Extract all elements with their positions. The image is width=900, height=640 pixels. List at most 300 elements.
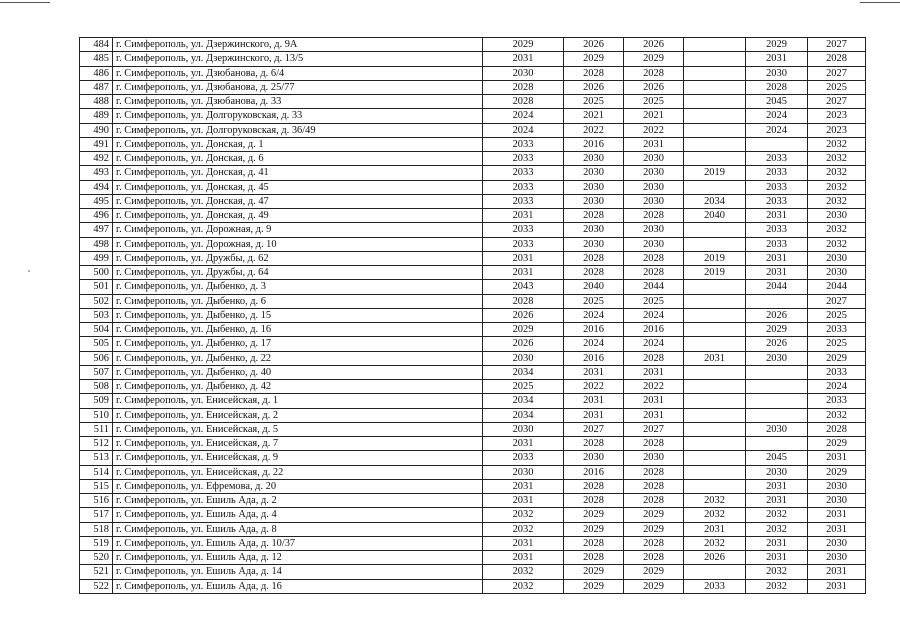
year-cell-3: 2027 — [624, 422, 684, 436]
year-cell-4 — [684, 380, 746, 394]
year-cell-6: 2032 — [808, 408, 866, 422]
address-cell: г. Симферополь, ул. Дзержинского, д. 13/5 — [113, 52, 483, 66]
year-cell-1: 2031 — [483, 52, 564, 66]
address-cell: г. Симферополь, ул. Дыбенко, д. 3 — [113, 280, 483, 294]
table-row — [80, 237, 866, 251]
table-row — [80, 494, 866, 508]
table-row — [80, 137, 866, 151]
year-cell-6: 2031 — [808, 508, 866, 522]
address-cell: г. Симферополь, ул. Дыбенко, д. 40 — [113, 365, 483, 379]
year-cell-5: 2033 — [746, 194, 808, 208]
row-number: 521 — [80, 565, 113, 579]
year-cell-3: 2028 — [624, 209, 684, 223]
year-cell-3: 2031 — [624, 408, 684, 422]
year-cell-2: 2028 — [564, 479, 624, 493]
year-cell-1: 2031 — [483, 536, 564, 550]
address-cell: г. Симферополь, ул. Дыбенко, д. 17 — [113, 337, 483, 351]
year-cell-5: 2032 — [746, 508, 808, 522]
row-number: 499 — [80, 251, 113, 265]
table-row — [80, 323, 866, 337]
year-cell-2: 2028 — [564, 437, 624, 451]
address-cell: г. Симферополь, ул. Дружбы, д. 64 — [113, 266, 483, 280]
address-cell: г. Симферополь, ул. Енисейская, д. 2 — [113, 408, 483, 422]
address-cell: г. Симферополь, ул. Донская, д. 6 — [113, 152, 483, 166]
table-row — [80, 38, 866, 52]
year-cell-2: 2040 — [564, 280, 624, 294]
registry-body — [80, 38, 866, 594]
row-number: 487 — [80, 80, 113, 94]
row-number: 505 — [80, 337, 113, 351]
year-cell-4 — [684, 137, 746, 151]
year-cell-1: 2024 — [483, 123, 564, 137]
year-cell-1: 2026 — [483, 337, 564, 351]
year-cell-4 — [684, 394, 746, 408]
row-number: 497 — [80, 223, 113, 237]
year-cell-4 — [684, 66, 746, 80]
year-cell-2: 2031 — [564, 408, 624, 422]
year-cell-1: 2030 — [483, 351, 564, 365]
year-cell-1: 2031 — [483, 437, 564, 451]
table-row — [80, 209, 866, 223]
year-cell-5: 2031 — [746, 551, 808, 565]
year-cell-6: 2027 — [808, 294, 866, 308]
year-cell-1: 2029 — [483, 38, 564, 52]
table-row — [80, 294, 866, 308]
year-cell-3: 2031 — [624, 394, 684, 408]
year-cell-3: 2028 — [624, 551, 684, 565]
year-cell-5: 2032 — [746, 565, 808, 579]
year-cell-3: 2028 — [624, 351, 684, 365]
year-cell-4 — [684, 437, 746, 451]
year-cell-6: 2024 — [808, 380, 866, 394]
row-number: 488 — [80, 95, 113, 109]
year-cell-5: 2032 — [746, 579, 808, 593]
year-cell-6: 2027 — [808, 95, 866, 109]
year-cell-3: 2026 — [624, 80, 684, 94]
year-cell-2: 2028 — [564, 551, 624, 565]
address-cell: г. Симферополь, ул. Дзюбанова, д. 6/4 — [113, 66, 483, 80]
year-cell-2: 2028 — [564, 266, 624, 280]
year-cell-2: 2027 — [564, 422, 624, 436]
year-cell-4 — [684, 465, 746, 479]
year-cell-4: 2026 — [684, 551, 746, 565]
year-cell-6: 2033 — [808, 323, 866, 337]
row-number: 493 — [80, 166, 113, 180]
year-cell-5: 2033 — [746, 223, 808, 237]
row-number: 485 — [80, 52, 113, 66]
year-cell-4 — [684, 323, 746, 337]
address-cell: г. Симферополь, ул. Долгоруковская, д. 33 — [113, 109, 483, 123]
row-number: 506 — [80, 351, 113, 365]
address-cell: г. Симферополь, ул. Ешиль Ада, д. 12 — [113, 551, 483, 565]
year-cell-1: 2031 — [483, 266, 564, 280]
year-cell-5: 2029 — [746, 38, 808, 52]
year-cell-2: 2030 — [564, 180, 624, 194]
year-cell-3: 2025 — [624, 95, 684, 109]
year-cell-6: 2029 — [808, 351, 866, 365]
address-cell: г. Симферополь, ул. Ешиль Ада, д. 4 — [113, 508, 483, 522]
year-cell-4 — [684, 308, 746, 322]
year-cell-3: 2030 — [624, 152, 684, 166]
year-cell-1: 2034 — [483, 365, 564, 379]
row-number: 518 — [80, 522, 113, 536]
row-number: 520 — [80, 551, 113, 565]
address-cell: г. Симферополь, ул. Ешиль Ада, д. 10/37 — [113, 536, 483, 550]
table-row — [80, 536, 866, 550]
table-row — [80, 308, 866, 322]
year-cell-5: 2031 — [746, 536, 808, 550]
year-cell-3: 2028 — [624, 479, 684, 493]
year-cell-4 — [684, 479, 746, 493]
year-cell-3: 2031 — [624, 137, 684, 151]
year-cell-3: 2024 — [624, 308, 684, 322]
year-cell-2: 2025 — [564, 294, 624, 308]
year-cell-6: 2030 — [808, 251, 866, 265]
year-cell-4 — [684, 337, 746, 351]
year-cell-3: 2030 — [624, 237, 684, 251]
year-cell-4 — [684, 294, 746, 308]
year-cell-2: 2029 — [564, 522, 624, 536]
year-cell-6: 2032 — [808, 237, 866, 251]
year-cell-4: 2019 — [684, 251, 746, 265]
row-number: 511 — [80, 422, 113, 436]
row-number: 507 — [80, 365, 113, 379]
year-cell-6: 2031 — [808, 579, 866, 593]
row-number: 486 — [80, 66, 113, 80]
year-cell-1: 2033 — [483, 137, 564, 151]
row-number: 522 — [80, 579, 113, 593]
table-row — [80, 437, 866, 451]
year-cell-2: 2028 — [564, 536, 624, 550]
year-cell-3: 2044 — [624, 280, 684, 294]
year-cell-2: 2029 — [564, 508, 624, 522]
address-cell: г. Симферополь, ул. Енисейская, д. 9 — [113, 451, 483, 465]
year-cell-4 — [684, 237, 746, 251]
year-cell-6: 2030 — [808, 266, 866, 280]
year-cell-4 — [684, 565, 746, 579]
year-cell-5: 2031 — [746, 251, 808, 265]
year-cell-4: 2040 — [684, 209, 746, 223]
year-cell-1: 2032 — [483, 522, 564, 536]
year-cell-3: 2030 — [624, 194, 684, 208]
year-cell-4: 2019 — [684, 166, 746, 180]
row-number: 490 — [80, 123, 113, 137]
year-cell-2: 2029 — [564, 579, 624, 593]
year-cell-4 — [684, 109, 746, 123]
year-cell-1: 2032 — [483, 579, 564, 593]
year-cell-1: 2031 — [483, 251, 564, 265]
year-cell-3: 2028 — [624, 437, 684, 451]
year-cell-1: 2033 — [483, 223, 564, 237]
table-row — [80, 80, 866, 94]
address-cell: г. Симферополь, ул. Ешиль Ада, д. 2 — [113, 494, 483, 508]
address-cell: г. Симферополь, ул. Донская, д. 41 — [113, 166, 483, 180]
year-cell-5: 2026 — [746, 308, 808, 322]
table-row — [80, 266, 866, 280]
year-cell-4 — [684, 80, 746, 94]
year-cell-3: 2025 — [624, 294, 684, 308]
year-cell-5 — [746, 365, 808, 379]
year-cell-3: 2021 — [624, 109, 684, 123]
year-cell-6: 2030 — [808, 494, 866, 508]
scan-edge-line-left — [0, 2, 50, 3]
table-row — [80, 394, 866, 408]
address-cell: г. Симферополь, ул. Донская, д. 47 — [113, 194, 483, 208]
row-number: 508 — [80, 380, 113, 394]
year-cell-5: 2031 — [746, 209, 808, 223]
row-number: 502 — [80, 294, 113, 308]
year-cell-3: 2030 — [624, 223, 684, 237]
year-cell-6: 2030 — [808, 479, 866, 493]
year-cell-4 — [684, 408, 746, 422]
year-cell-6: 2029 — [808, 437, 866, 451]
year-cell-5 — [746, 394, 808, 408]
table-row — [80, 408, 866, 422]
year-cell-6: 2031 — [808, 522, 866, 536]
year-cell-4 — [684, 152, 746, 166]
table-row — [80, 365, 866, 379]
table-row — [80, 479, 866, 493]
table-row — [80, 152, 866, 166]
year-cell-5: 2024 — [746, 123, 808, 137]
row-number: 489 — [80, 109, 113, 123]
year-cell-2: 2029 — [564, 565, 624, 579]
address-cell: г. Симферополь, ул. Ешиль Ада, д. 14 — [113, 565, 483, 579]
year-cell-4 — [684, 52, 746, 66]
year-cell-6: 2027 — [808, 38, 866, 52]
year-cell-3: 2029 — [624, 522, 684, 536]
row-number: 510 — [80, 408, 113, 422]
year-cell-3: 2029 — [624, 565, 684, 579]
year-cell-3: 2029 — [624, 508, 684, 522]
year-cell-4 — [684, 223, 746, 237]
year-cell-4 — [684, 95, 746, 109]
year-cell-4: 2031 — [684, 522, 746, 536]
address-cell: г. Симферополь, ул. Ешиль Ада, д. 16 — [113, 579, 483, 593]
address-cell: г. Симферополь, ул. Донская, д. 45 — [113, 180, 483, 194]
year-cell-4: 2032 — [684, 536, 746, 550]
year-cell-3: 2030 — [624, 180, 684, 194]
year-cell-1: 2034 — [483, 394, 564, 408]
year-cell-4: 2032 — [684, 508, 746, 522]
year-cell-2: 2030 — [564, 451, 624, 465]
address-cell: г. Симферополь, ул. Ешиль Ада, д. 8 — [113, 522, 483, 536]
table-row — [80, 451, 866, 465]
year-cell-2: 2022 — [564, 123, 624, 137]
year-cell-4: 2031 — [684, 351, 746, 365]
year-cell-4: 2034 — [684, 194, 746, 208]
year-cell-5: 2033 — [746, 237, 808, 251]
year-cell-2: 2016 — [564, 137, 624, 151]
year-cell-2: 2021 — [564, 109, 624, 123]
year-cell-5 — [746, 294, 808, 308]
year-cell-2: 2030 — [564, 223, 624, 237]
year-cell-2: 2022 — [564, 380, 624, 394]
year-cell-5: 2045 — [746, 95, 808, 109]
year-cell-2: 2031 — [564, 365, 624, 379]
table-row — [80, 180, 866, 194]
year-cell-6: 2025 — [808, 337, 866, 351]
address-cell: г. Симферополь, ул. Дзюбанова, д. 33 — [113, 95, 483, 109]
year-cell-5 — [746, 437, 808, 451]
year-cell-2: 2030 — [564, 152, 624, 166]
table-row — [80, 508, 866, 522]
year-cell-6: 2028 — [808, 52, 866, 66]
year-cell-1: 2030 — [483, 465, 564, 479]
year-cell-4 — [684, 38, 746, 52]
address-cell: г. Симферополь, ул. Долгоруковская, д. 36/49 — [113, 123, 483, 137]
year-cell-1: 2033 — [483, 166, 564, 180]
year-cell-6: 2023 — [808, 109, 866, 123]
table-row — [80, 422, 866, 436]
year-cell-5: 2033 — [746, 180, 808, 194]
year-cell-2: 2031 — [564, 394, 624, 408]
year-cell-1: 2033 — [483, 194, 564, 208]
year-cell-6: 2032 — [808, 137, 866, 151]
row-number: 494 — [80, 180, 113, 194]
year-cell-4 — [684, 451, 746, 465]
year-cell-1: 2028 — [483, 80, 564, 94]
year-cell-6: 2033 — [808, 365, 866, 379]
year-cell-6: 2044 — [808, 280, 866, 294]
year-cell-1: 2043 — [483, 280, 564, 294]
year-cell-4: 2032 — [684, 494, 746, 508]
year-cell-6: 2032 — [808, 180, 866, 194]
year-cell-3: 2029 — [624, 579, 684, 593]
year-cell-6: 2032 — [808, 194, 866, 208]
table-row — [80, 166, 866, 180]
year-cell-1: 2026 — [483, 308, 564, 322]
row-number: 492 — [80, 152, 113, 166]
address-cell: г. Симферополь, ул. Дзержинского, д. 9А — [113, 38, 483, 52]
year-cell-6: 2023 — [808, 123, 866, 137]
year-cell-3: 2016 — [624, 323, 684, 337]
year-cell-5: 2045 — [746, 451, 808, 465]
year-cell-5: 2031 — [746, 266, 808, 280]
address-cell: г. Симферополь, ул. Ефремова, д. 20 — [113, 479, 483, 493]
year-cell-3: 2022 — [624, 123, 684, 137]
year-cell-1: 2033 — [483, 180, 564, 194]
year-cell-1: 2029 — [483, 323, 564, 337]
year-cell-1: 2033 — [483, 237, 564, 251]
row-number: 491 — [80, 137, 113, 151]
address-cell: г. Симферополь, ул. Дыбенко, д. 42 — [113, 380, 483, 394]
year-cell-3: 2028 — [624, 536, 684, 550]
year-cell-3: 2030 — [624, 166, 684, 180]
address-cell: г. Симферополь, ул. Енисейская, д. 7 — [113, 437, 483, 451]
row-number: 500 — [80, 266, 113, 280]
year-cell-1: 2031 — [483, 551, 564, 565]
address-cell: г. Симферополь, ул. Дыбенко, д. 22 — [113, 351, 483, 365]
address-cell: г. Симферополь, ул. Енисейская, д. 5 — [113, 422, 483, 436]
table-row — [80, 380, 866, 394]
table-row — [80, 251, 866, 265]
year-cell-4 — [684, 280, 746, 294]
year-cell-6: 2032 — [808, 166, 866, 180]
year-cell-5 — [746, 137, 808, 151]
address-cell: г. Симферополь, ул. Дыбенко, д. 6 — [113, 294, 483, 308]
year-cell-6: 2033 — [808, 394, 866, 408]
year-cell-2: 2026 — [564, 80, 624, 94]
address-cell: г. Симферополь, ул. Дыбенко, д. 15 — [113, 308, 483, 322]
year-cell-6: 2025 — [808, 308, 866, 322]
address-cell: г. Симферополь, ул. Дзюбанова, д. 25/77 — [113, 80, 483, 94]
row-number: 515 — [80, 479, 113, 493]
year-cell-5: 2031 — [746, 52, 808, 66]
year-cell-2: 2025 — [564, 95, 624, 109]
year-cell-5: 2028 — [746, 80, 808, 94]
address-cell: г. Симферополь, ул. Дорожная, д. 9 — [113, 223, 483, 237]
year-cell-5: 2030 — [746, 422, 808, 436]
year-cell-1: 2030 — [483, 422, 564, 436]
year-cell-1: 2034 — [483, 408, 564, 422]
year-cell-3: 2026 — [624, 38, 684, 52]
table-row — [80, 351, 866, 365]
year-cell-2: 2028 — [564, 494, 624, 508]
year-cell-3: 2030 — [624, 451, 684, 465]
year-cell-2: 2016 — [564, 323, 624, 337]
year-cell-3: 2024 — [624, 337, 684, 351]
year-cell-4 — [684, 422, 746, 436]
table-row — [80, 551, 866, 565]
year-cell-5: 2044 — [746, 280, 808, 294]
year-cell-5: 2030 — [746, 351, 808, 365]
year-cell-1: 2024 — [483, 109, 564, 123]
year-cell-3: 2028 — [624, 66, 684, 80]
table-row — [80, 579, 866, 593]
year-cell-1: 2028 — [483, 294, 564, 308]
year-cell-5: 2024 — [746, 109, 808, 123]
row-number: 512 — [80, 437, 113, 451]
address-cell: г. Симферополь, ул. Дыбенко, д. 16 — [113, 323, 483, 337]
year-cell-5 — [746, 380, 808, 394]
table-row — [80, 280, 866, 294]
year-cell-5: 2033 — [746, 166, 808, 180]
table-row — [80, 95, 866, 109]
row-number: 517 — [80, 508, 113, 522]
table-row — [80, 123, 866, 137]
year-cell-2: 2016 — [564, 351, 624, 365]
year-cell-6: 2031 — [808, 451, 866, 465]
year-cell-1: 2032 — [483, 508, 564, 522]
row-number: 516 — [80, 494, 113, 508]
table-row — [80, 66, 866, 80]
year-cell-3: 2029 — [624, 52, 684, 66]
year-cell-2: 2028 — [564, 209, 624, 223]
table-row — [80, 565, 866, 579]
year-cell-3: 2028 — [624, 251, 684, 265]
year-cell-1: 2033 — [483, 451, 564, 465]
address-cell: г. Симферополь, ул. Дорожная, д. 10 — [113, 237, 483, 251]
year-cell-5: 2030 — [746, 465, 808, 479]
year-cell-2: 2026 — [564, 38, 624, 52]
year-cell-6: 2029 — [808, 465, 866, 479]
year-cell-5: 2030 — [746, 66, 808, 80]
year-cell-4 — [684, 365, 746, 379]
year-cell-4 — [684, 123, 746, 137]
row-number: 501 — [80, 280, 113, 294]
row-number: 514 — [80, 465, 113, 479]
year-cell-4: 2019 — [684, 266, 746, 280]
year-cell-5: 2031 — [746, 494, 808, 508]
year-cell-6: 2030 — [808, 209, 866, 223]
year-cell-2: 2030 — [564, 166, 624, 180]
year-cell-2: 2028 — [564, 66, 624, 80]
table-row — [80, 194, 866, 208]
row-number: 513 — [80, 451, 113, 465]
row-number: 496 — [80, 209, 113, 223]
year-cell-5: 2029 — [746, 323, 808, 337]
